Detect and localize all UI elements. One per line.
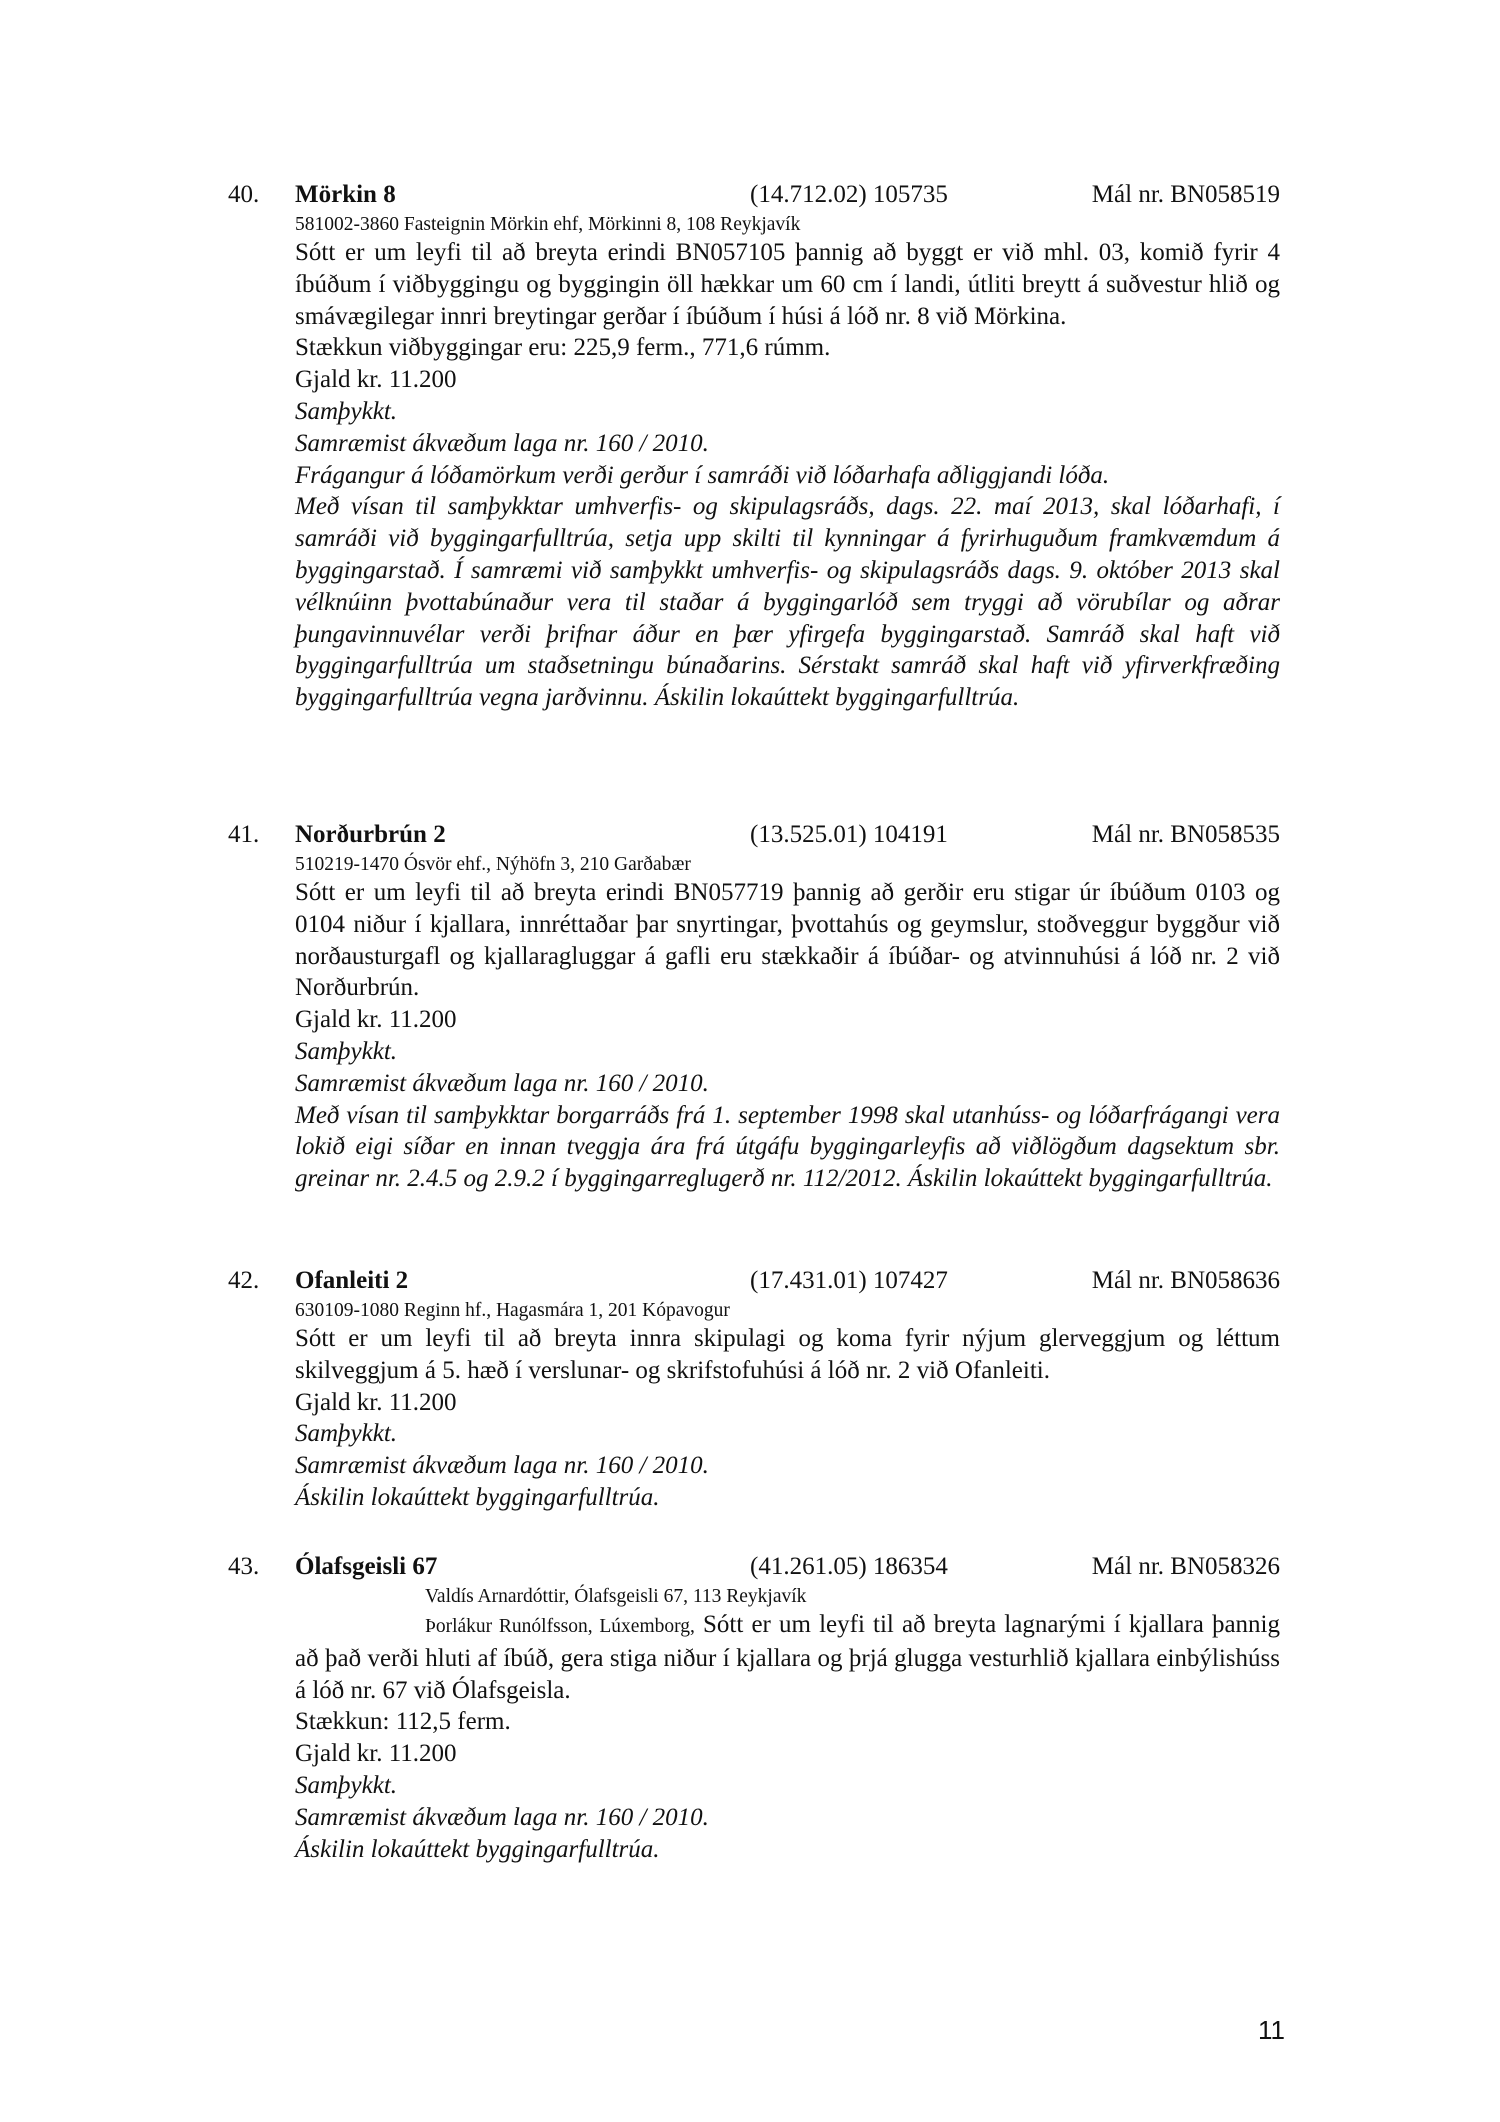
- entry-number: 42.: [228, 1267, 260, 1294]
- entry-conforms: Samræmist ákvæðum laga nr. 160 / 2010.: [295, 429, 709, 457]
- entry-41: [228, 818, 1280, 1195]
- entry-approved: Samþykkt.: [295, 1420, 398, 1448]
- entry-fee: Gjald kr. 11.200: [295, 366, 457, 394]
- entry-42: [228, 1264, 1280, 1514]
- entry-case-number: Mál nr. BN058535: [1091, 821, 1280, 848]
- entry-description: Sótt er um leyfi til að breyta erindi BN057105 þannig að byggt er við mhl. 03, komið fyrir 4 íbúðum í viðbyggingu og byggingin öll hækkar um 60 cm í landi, útliti breytt á suðvestur hlið og smávægilegar innri breytingar gerðar í íbúðum í húsi á lóð nr. 8 við Mörkina.: [295, 239, 1280, 330]
- entry-property-ref: (14.712.02) 105735: [750, 181, 948, 208]
- entry-owner: 630109-1080 Reginn hf., Hagasmára 1, 201 Kópavogur: [295, 1300, 730, 1321]
- entry-description: Sótt er um leyfi til að breyta erindi BN057719 þannig að gerðir eru stigar úr íbúðum 0103 og 0104 niður í kjallara, innréttaðar þar snyrtingar, þvottahús og geymslur, stoðveggur byggður við norðausturgafl og kjallaragluggar á gafli eru stækkaðir á íbúðar- og atvinnuhúsi á lóð nr. 2 við Norðurbrún.: [295, 879, 1280, 1002]
- entry-number: 40.: [228, 181, 260, 208]
- entry-description-block: [295, 1609, 1280, 1706]
- entry-conforms: Samræmist ákvæðum laga nr. 160 / 2010.: [295, 1069, 709, 1097]
- entry-address: Mörkin 8: [295, 181, 396, 208]
- entry-description: Sótt er um leyfi til að breyta innra skipulagi og koma fyrir nýjum glerveggjum og léttum skilveggjum á 5. hæð í verslunar- og skrifstofuhúsi á lóð nr. 2 við Ofanleiti.: [295, 1325, 1280, 1384]
- entry-enlargement: Stækkun viðbyggingar eru: 225,9 ferm., 771,6 rúmm.: [295, 334, 831, 362]
- entry-note: Frágangur á lóðamörkum verði gerður í samráði við lóðarhafa aðliggjandi lóða.: [295, 461, 1110, 489]
- entry-fee: Gjald kr. 11.200: [295, 1388, 457, 1416]
- entry-case-number: Mál nr. BN058519: [1091, 181, 1280, 208]
- entry-note: Með vísan til samþykktar borgarráðs frá 1. september 1998 skal utanhúss- og lóðarfrágangi vera lokið eigi síðar en innan tveggja ára frá útgáfu byggingarleyfis að viðlögðum dagsektum sbr. greinar nr. 2.4.5 og 2.9.2 í byggingarreglugerð nr. 112/2012. Áskilin lokaúttekt byggingarfulltrúa.: [295, 1101, 1280, 1193]
- entry-property-ref: (13.525.01) 104191: [750, 821, 948, 848]
- entry-body: [295, 852, 1280, 1195]
- entry-conforms: Samræmist ákvæðum laga nr. 160 / 2010.: [295, 1452, 709, 1480]
- entry-note: Með vísan til samþykktar umhverfis- og skipulagsráðs, dags. 22. maí 2013, skal lóðarhafi, í samráði við byggingarfulltrúa, setja upp skilti til kynningar á fyrirhuguðum framkvæmdum á byggingarstað. Í samræmi við samþykkt umhverfis- og skipulagsráðs dags. 9. október 2013 skal vélknúinn þvottabúnaður vera til staðar á byggingarlóð sem tryggi að vörubílar og aðrar þungavinnuvélar verði þrifnar áður en þær yfirgefa byggingarstað. Samráð skal haft við byggingarfulltrúa um staðsetningu búnaðarins. Sérstakt samráð skal haft við yfirverkfræðing byggingarfulltrúa vegna jarðvinnu. Áskilin lokaúttekt byggingarfulltrúa.: [295, 493, 1280, 712]
- entry-owner: Valdís Arnardóttir, Ólafsgeisli 67, 113 Reykjavík: [425, 1586, 807, 1607]
- entry-final-inspection: Áskilin lokaúttekt byggingarfulltrúa.: [295, 1483, 660, 1511]
- entry-case-number: Mál nr. BN058636: [1091, 1267, 1280, 1294]
- entry-number: 41.: [228, 821, 260, 848]
- entry-conforms: Samræmist ákvæðum laga nr. 160 / 2010.: [295, 1803, 709, 1831]
- entry-body: [295, 212, 1280, 714]
- entry-body: [295, 1584, 1280, 1865]
- entry-description: Sótt er um leyfi til að breyta lagnarými í kjallara þannig að það verði hluti af íbúð, gera stiga niður í kjallara og þrjá glugga vesturhlið kjallara einbýlishúss á lóð nr. 67 við Ólafsgeisla.: [295, 1611, 1280, 1704]
- entry-header: [228, 178, 1280, 212]
- entry-address: Ólafsgeisli 67: [295, 1553, 438, 1580]
- entry-property-ref: (17.431.01) 107427: [750, 1267, 948, 1294]
- entry-fee: Gjald kr. 11.200: [295, 1006, 457, 1034]
- entry-fee: Gjald kr. 11.200: [295, 1740, 457, 1768]
- entry-address: Ofanleiti 2: [295, 1267, 409, 1294]
- entry-owner-secondary: Þorlákur Runólfsson, Lúxemborg,: [425, 1616, 695, 1637]
- entry-enlargement: Stækkun: 112,5 ferm.: [295, 1708, 511, 1736]
- entry-approved: Samþykkt.: [295, 397, 398, 425]
- entry-40: [228, 178, 1280, 714]
- entry-final-inspection: Áskilin lokaúttekt byggingarfulltrúa.: [295, 1835, 660, 1863]
- entry-owner: 581002-3860 Fasteignin Mörkin ehf, Mörkinni 8, 108 Reykjavík: [295, 214, 801, 235]
- entry-approved: Samþykkt.: [295, 1771, 398, 1799]
- entry-body: [295, 1298, 1280, 1514]
- entry-header: [228, 818, 1280, 852]
- entry-property-ref: (41.261.05) 186354: [750, 1553, 948, 1580]
- entry-header: [228, 1550, 1280, 1584]
- entry-case-number: Mál nr. BN058326: [1091, 1553, 1280, 1580]
- entry-header: [228, 1264, 1280, 1298]
- entry-approved: Samþykkt.: [295, 1037, 398, 1065]
- entry-owner: 510219-1470 Ósvör ehf., Nýhöfn 3, 210 Garðabær: [295, 854, 691, 875]
- entry-number: 43.: [228, 1553, 260, 1580]
- entry-address: Norðurbrún 2: [295, 821, 446, 848]
- entry-43: [228, 1550, 1280, 1865]
- page-number: 11: [1258, 2015, 1285, 2045]
